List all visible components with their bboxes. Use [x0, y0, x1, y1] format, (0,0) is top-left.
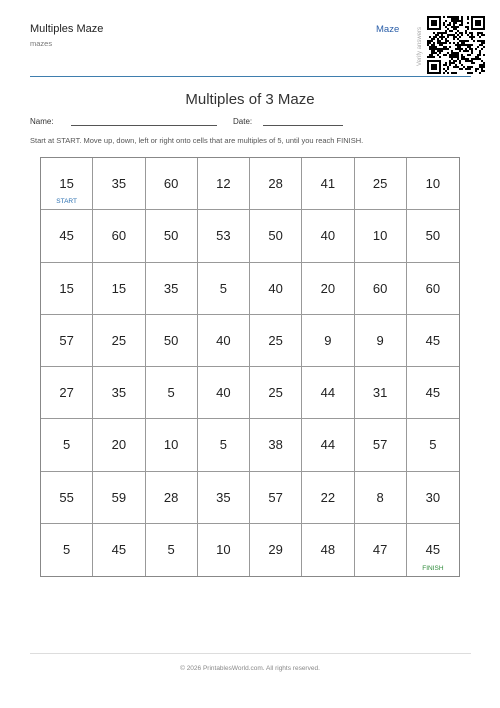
header-divider — [30, 76, 471, 77]
maze-cell[interactable] — [93, 419, 145, 471]
maze-cell[interactable] — [355, 367, 407, 419]
maze-cell[interactable] — [302, 367, 354, 419]
maze-cell[interactable] — [407, 419, 459, 471]
maze-cell[interactable] — [41, 158, 93, 210]
maze-cell[interactable] — [41, 472, 93, 524]
maze-cell[interactable] — [302, 472, 354, 524]
cell-number: 15 — [111, 280, 127, 296]
cell-number: 50 — [268, 228, 283, 244]
cell-number: 35 — [111, 176, 127, 192]
maze-cell[interactable] — [407, 210, 459, 262]
cell-number: 25 — [268, 385, 283, 401]
site-title: Multiples Maze — [30, 23, 104, 35]
maze-cell[interactable] — [146, 524, 198, 576]
cell-number: 40 — [216, 385, 231, 401]
cell-number: 60 — [372, 280, 388, 296]
maze-cell[interactable] — [250, 472, 302, 524]
maze-cell[interactable] — [355, 263, 407, 315]
maze-cell[interactable] — [407, 315, 459, 367]
footer-divider — [30, 653, 471, 654]
cell-number: 60 — [163, 176, 179, 192]
page-title: Multiples of 3 Maze — [185, 91, 315, 108]
maze-cell[interactable] — [198, 263, 250, 315]
cell-number: 45 — [425, 385, 441, 401]
qr-code-icon[interactable] — [427, 16, 485, 74]
cell-number: 41 — [320, 176, 336, 192]
cell-number: 45 — [111, 542, 127, 558]
cell-number: 59 — [111, 489, 127, 505]
cell-number: 44 — [320, 385, 336, 401]
cell-number: 5 — [429, 437, 437, 453]
maze-cell[interactable] — [407, 524, 459, 576]
maze-cell[interactable] — [41, 367, 93, 419]
cell-number: 28 — [163, 489, 179, 505]
maze-cell[interactable] — [355, 158, 407, 210]
maze-cell[interactable] — [146, 315, 198, 367]
maze-cell[interactable] — [93, 158, 145, 210]
cell-number: 55 — [59, 489, 74, 505]
cell-number: 5 — [219, 437, 227, 453]
cell-number: 25 — [111, 332, 127, 348]
maze-cell[interactable] — [41, 524, 93, 576]
maze-cell[interactable] — [41, 315, 93, 367]
maze-cell[interactable] — [407, 263, 459, 315]
cell-number: 9 — [324, 332, 332, 348]
maze-cell[interactable] — [250, 367, 302, 419]
date-label: Date: — [233, 117, 253, 126]
cell-number: 44 — [320, 437, 336, 453]
name-field[interactable] — [71, 125, 217, 126]
cell-number: 48 — [320, 542, 336, 558]
maze-cell[interactable] — [302, 524, 354, 576]
cell-number: 10 — [163, 437, 179, 453]
cell-number: 15 — [59, 176, 74, 192]
maze-cell[interactable] — [302, 315, 354, 367]
maze-cell[interactable] — [302, 158, 354, 210]
maze-cell[interactable] — [41, 263, 93, 315]
maze-link[interactable]: Maze — [376, 24, 400, 35]
maze-cell[interactable] — [198, 524, 250, 576]
cell-number: 9 — [376, 332, 384, 348]
cell-number: 35 — [111, 385, 127, 401]
maze-cell[interactable] — [146, 472, 198, 524]
cell-number: 10 — [425, 176, 441, 192]
cell-number: 20 — [320, 280, 336, 296]
cell-number: 60 — [425, 280, 441, 296]
maze-grid — [40, 157, 460, 577]
cell-number: 20 — [111, 437, 127, 453]
cell-number: 50 — [425, 228, 441, 244]
maze-cell[interactable] — [198, 367, 250, 419]
cell-number: 10 — [216, 542, 231, 558]
maze-cell[interactable] — [302, 210, 354, 262]
cell-number: 15 — [59, 280, 74, 296]
maze-cell[interactable] — [407, 367, 459, 419]
maze-cell[interactable] — [146, 158, 198, 210]
cell-number: 38 — [268, 437, 283, 453]
cell-number: 57 — [59, 332, 74, 348]
site-subtitle: mazes — [30, 39, 53, 48]
maze-cell[interactable] — [146, 263, 198, 315]
maze-cell[interactable] — [146, 210, 198, 262]
cell-number: 5 — [63, 437, 71, 453]
cell-number: 45 — [425, 332, 441, 348]
finish-marker: FINISH — [422, 565, 444, 572]
cell-number: 25 — [372, 176, 388, 192]
maze-cell[interactable] — [93, 315, 145, 367]
cell-number: 25 — [268, 332, 283, 348]
start-marker: START — [56, 198, 77, 206]
cell-number: 28 — [268, 176, 283, 192]
cell-number: 5 — [219, 280, 227, 296]
cell-number: 50 — [163, 228, 179, 244]
cell-number: 27 — [59, 385, 74, 401]
maze-cell[interactable] — [93, 210, 145, 262]
cell-number: 30 — [425, 489, 441, 505]
maze-cell[interactable] — [250, 419, 302, 471]
maze-cell[interactable] — [41, 210, 93, 262]
maze-cell[interactable] — [302, 419, 354, 471]
maze-cell[interactable] — [302, 263, 354, 315]
cell-number: 57 — [372, 437, 388, 453]
cell-number: 40 — [216, 332, 231, 348]
cell-number: 45 — [425, 542, 441, 558]
maze-cell[interactable] — [198, 315, 250, 367]
cell-number: 57 — [268, 489, 283, 505]
maze-cell[interactable] — [198, 210, 250, 262]
cell-number: 50 — [163, 332, 179, 348]
cell-number: 60 — [111, 228, 127, 244]
maze-cell[interactable] — [250, 524, 302, 576]
maze-cell[interactable] — [93, 472, 145, 524]
maze-cell[interactable] — [250, 315, 302, 367]
maze-cell[interactable] — [355, 472, 407, 524]
cell-number: 12 — [216, 176, 231, 192]
date-field[interactable] — [263, 125, 343, 126]
name-label: Name: — [30, 117, 54, 126]
maze-cell[interactable] — [407, 158, 459, 210]
maze-cell[interactable] — [355, 315, 407, 367]
cell-number: 22 — [320, 489, 336, 505]
cell-number: 53 — [216, 228, 231, 244]
cell-number: 45 — [59, 228, 74, 244]
maze-cell[interactable] — [198, 419, 250, 471]
cell-number: 31 — [372, 385, 388, 401]
cell-number: 8 — [376, 489, 384, 505]
cell-number: 5 — [63, 542, 71, 558]
cell-number: 40 — [268, 280, 283, 296]
cell-number: 10 — [372, 228, 388, 244]
maze-cell[interactable] — [198, 472, 250, 524]
maze-cell[interactable] — [355, 419, 407, 471]
maze-cell[interactable] — [93, 367, 145, 419]
cell-number: 47 — [372, 542, 388, 558]
maze-cell[interactable] — [355, 524, 407, 576]
cell-number: 35 — [163, 280, 179, 296]
maze-cell[interactable] — [407, 472, 459, 524]
maze-cell[interactable] — [250, 263, 302, 315]
cell-number: 35 — [216, 489, 231, 505]
maze-cell[interactable] — [93, 263, 145, 315]
maze-cell[interactable] — [146, 367, 198, 419]
cell-number: 5 — [167, 542, 175, 558]
maze-cell[interactable] — [250, 210, 302, 262]
copyright-text: © 2026 PrintablesWorld.com. All rights reserved. — [180, 665, 320, 672]
verify-answers-label: Verify answers — [417, 26, 423, 66]
maze-cell[interactable] — [198, 158, 250, 210]
cell-number: 5 — [167, 385, 175, 401]
maze-cell[interactable] — [250, 158, 302, 210]
maze-cell[interactable] — [355, 210, 407, 262]
cell-number: 29 — [268, 542, 283, 558]
cell-number: 40 — [320, 228, 336, 244]
instructions: Start at START. Move up, down, left or right onto cells that are multiples of 5, until you reach FINISH. — [30, 136, 364, 145]
maze-cell[interactable] — [146, 419, 198, 471]
maze-cell[interactable] — [93, 524, 145, 576]
maze-cell[interactable] — [41, 419, 93, 471]
